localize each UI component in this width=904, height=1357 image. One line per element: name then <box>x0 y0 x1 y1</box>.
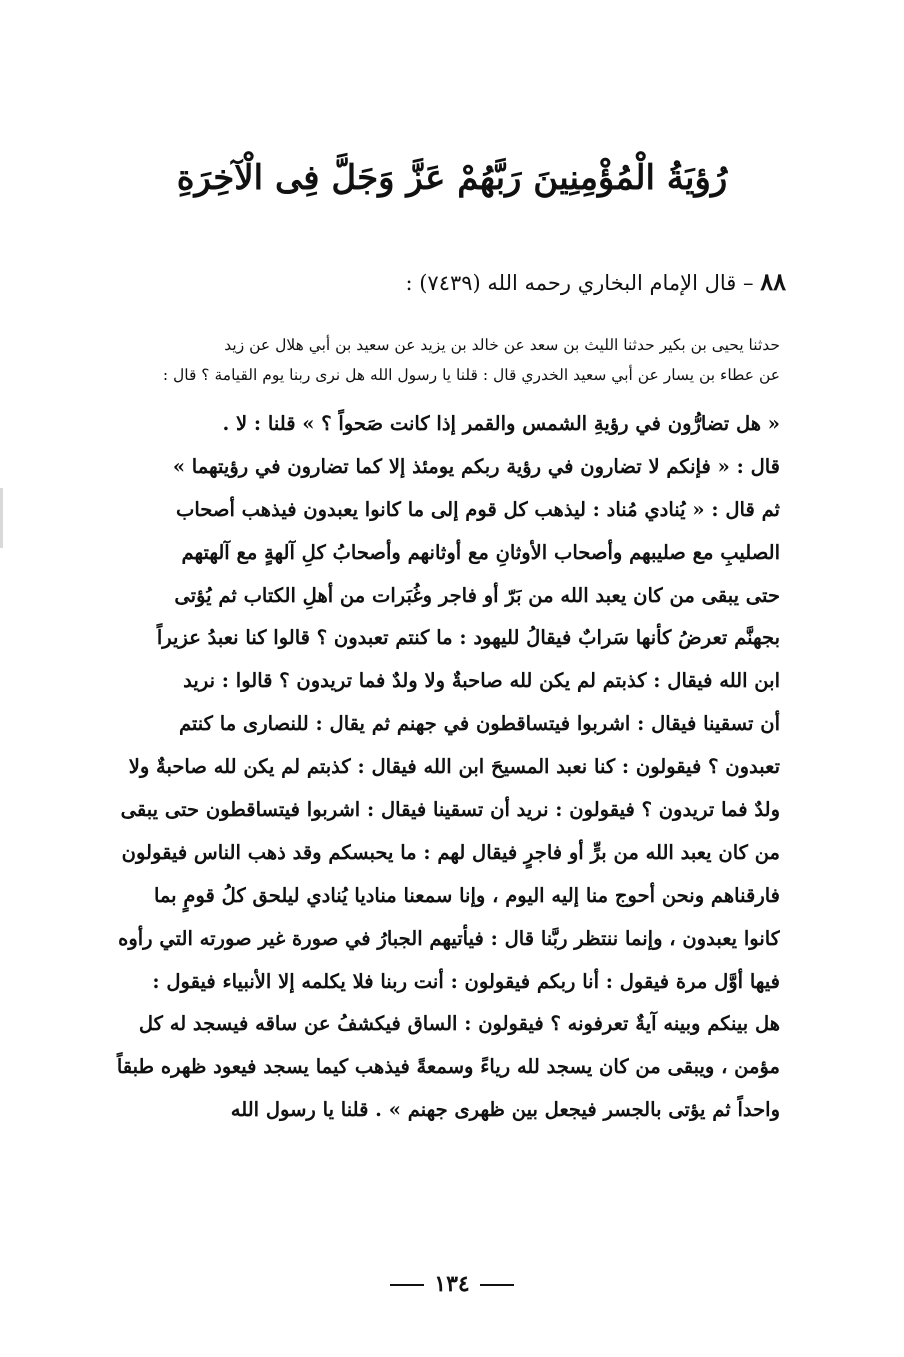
hadith-source: قال الإمام البخاري رحمه الله (٧٤٣٩) : <box>405 271 737 295</box>
text-line: هل بينكم وبينه آيةٌ تعرفونه ؟ فيقولون : الساق فيكشفُ عن ساقه فيسجد له كل <box>138 1012 780 1036</box>
page-edge-shadow <box>0 488 3 548</box>
text-line: حتى يبقى من كان يعبد الله من بَرّ أو فاجر وغُبَرات من أهلِ الكتاب ثم يُؤتى <box>174 583 780 607</box>
heading-dash: – <box>736 271 754 295</box>
text-line: من كان يعبد الله من برٍّ أو فاجرٍ فيقال لهم : ما يحبسكم وقد ذهب الناس فيقولون <box>121 840 780 864</box>
text-line: قال : « فإنكم لا تضارون في رؤية ربكم يومئذ إلا كما تضارون في رؤيتهما » <box>172 454 780 478</box>
hadith-number: ٨٨ <box>760 267 786 296</box>
isnad-block <box>100 330 780 390</box>
page-number: ١٣٤ <box>434 1271 470 1297</box>
text-line: فيها أوَّل مرة فيقول : أنا ربكم فيقولون : أنت ربنا فلا يكلمه إلا الأنبياء فيقول : <box>152 969 780 993</box>
text-line: الصليبِ مع صليبهم وأصحاب الأوثانِ مع أوثانهم وأصحابُ كلِ آلهةٍ مع آلهتهم <box>181 540 780 564</box>
text-line: أن تسقينا فيقال : اشربوا فيتساقطون في جهنم ثم يقال : للنصارى ما كنتم <box>178 712 780 736</box>
text-line: مؤمن ، ويبقى من كان يسجد لله رياءً وسمعةً فيذهب كيما يسجد فيعود ظهره طبقاً <box>116 1055 780 1079</box>
page-number-dash-right <box>480 1284 514 1286</box>
isnad-line: حدثنا يحيى بن بكير حدثنا الليث بن سعد عن خالد بن يزيد عن سعيد بن أبي هلال عن زيد <box>224 336 780 354</box>
text-line: فارقناهم ونحن أحوج منا إليه اليوم ، وإنا سمعنا مناديا يُنادي ليلحق كلُ قومٍ بما <box>153 883 780 907</box>
text-line: واحداً ثم يؤتى بالجسر فيجعل بين ظهرى جهنم » . قلنا يا رسول الله <box>230 1098 780 1122</box>
hadith-text <box>80 403 780 1132</box>
text-line: « هل تضارُّون في رؤيةِ الشمس والقمر إذا كانت صَحواً ؟ » قلنا : لا . <box>222 412 780 435</box>
page-number-footer <box>0 1266 904 1302</box>
text-line: تعبدون ؟ فيقولون : كنا نعبد المسيحَ ابن الله فيقال : كذبتم لم يكن لله صاحبةٌ ولا <box>128 755 780 779</box>
isnad-line: عن عطاء بن يسار عن أبي سعيد الخدري قال : قلنا يا رسول الله هل نرى ربنا يوم القيامة ؟ قال : <box>162 366 780 384</box>
text-line: ابن الله فيقال : كذبتم لم يكن لله صاحبةٌ ولا ولدٌ فما تريدون ؟ قالوا : نريد <box>183 669 780 693</box>
chapter-title: رُؤيَةُ الْمُؤْمِنِينَ رَبَّهُمْ عَزَّ وَجَلَّ فِى الْآخِرَةِ <box>176 158 728 198</box>
page-number-dash-left <box>390 1284 424 1286</box>
text-line: بجهنَّم تعرضُ كأنها سَرابٌ فيقالُ لليهود : ما كنتم تعبدون ؟ قالوا كنا نعبدُ عزيراً <box>156 626 780 650</box>
hadith-heading <box>106 264 786 301</box>
text-line: كانوا يعبدون ، وإنما ننتظر ربَّنا قال : فيأتيهم الجبارُ في صورة غير صورته التي رأوه <box>118 926 780 950</box>
text-line: ثم قال : « يُنادي مُناد : ليذهب كل قوم إلى ما كانوا يعبدون فيذهب أصحاب <box>176 497 780 521</box>
text-line: ولدٌ فما تريدون ؟ فيقولون : نريد أن تسقينا فيقال : اشربوا فيتساقطون حتى يبقى <box>120 798 780 822</box>
